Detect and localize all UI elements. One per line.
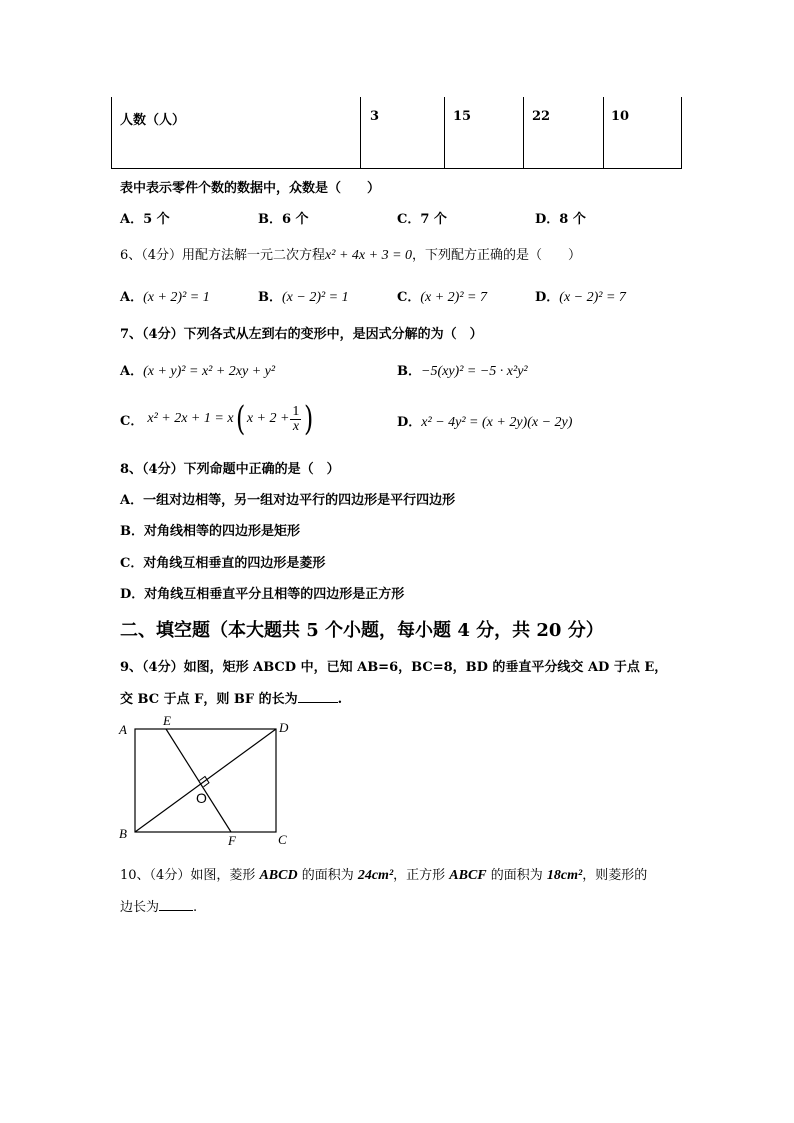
figure-label-c: C — [278, 832, 287, 847]
table-cell-1: 3 — [370, 109, 380, 124]
figure-label-f: F — [228, 833, 236, 848]
q10-line1 — [120, 864, 647, 884]
q7-label-b: B． — [397, 364, 421, 379]
section-title: 二、填空题（本大题共 5 个小题，每小题 4 分，共 20 分） — [120, 620, 604, 641]
q9-line1: 9、（4分）如图，矩形 ABCD 中，已知 AB=6，BC=8，BD 的垂直平分线交 AD 于点 E， — [120, 660, 668, 675]
q6-label-b: B． — [258, 290, 282, 305]
table-cell-4: 10 — [611, 109, 630, 124]
q10-area1: 24cm² — [357, 868, 394, 883]
q10-text-a: 10、（4分）如图，菱形 — [120, 868, 260, 883]
q8-option-c: C．对角线互相垂直的四边形是菱形 — [120, 556, 326, 571]
q9-line2-end: . — [337, 692, 343, 707]
q5-option-b: B．6 个 — [258, 212, 309, 227]
q7-expr-b: −5(xy)² = −5 · x²y² — [421, 364, 528, 379]
q8-option-b: B．对角线相等的四边形是矩形 — [120, 524, 300, 539]
q6-prefix: 6、（4分）用配方法解一元二次方程 — [120, 248, 326, 263]
q6-equation: x² + 4x + 3 = 0 — [325, 248, 413, 263]
table-divider-2 — [444, 97, 445, 168]
q7-paren-left: ( — [235, 399, 245, 439]
q7-expr-c-left: x² + 2x + 1 = x — [147, 411, 234, 426]
figure-label-e: E — [163, 713, 171, 728]
table-divider-4 — [603, 97, 604, 168]
q6-label-d: D． — [535, 290, 560, 305]
q7-expr-c-inner: x + 2 + — [246, 411, 290, 426]
q6-label-c: C． — [397, 290, 421, 305]
figure-label-o: O — [196, 790, 207, 806]
q10-abcd: ABCD — [259, 868, 298, 883]
q5-option-d: D．8 个 — [535, 212, 586, 227]
q6-label-a: A． — [120, 290, 144, 305]
q10-abcf: ABCF — [449, 868, 487, 883]
figure-diagonal-bd — [135, 729, 276, 832]
q5-stem: 表中表示零件个数的数据中，众数是（ ） — [120, 181, 381, 196]
q7-paren-right: ) — [304, 399, 314, 439]
q6-option-a — [120, 286, 210, 306]
q10-text-e: ，则菱形的 — [582, 868, 648, 883]
q10-text-c: ，正方形 — [393, 868, 450, 883]
q7-label-a: A． — [120, 364, 144, 379]
q7-stem: 7、（4分）下列各式从左到右的变形中，是因式分解的为（ ） — [120, 327, 483, 342]
q7-option-c — [120, 397, 316, 441]
q6-suffix: ，下列配方正确的是（ ） — [412, 248, 582, 263]
q9-line2-text: 交 BC 于点 F，则 BF 的长为 — [120, 692, 298, 707]
q6-option-b — [258, 286, 349, 306]
q10-line2-text: 边长为 — [120, 900, 160, 915]
q6-stem — [120, 244, 581, 264]
table-cell-3: 22 — [532, 109, 551, 124]
figure-label-a: A — [119, 722, 127, 737]
q7-expr-a: (x + y)² = x² + 2xy + y² — [143, 364, 276, 379]
q8-stem: 8、（4分）下列命题中正确的是（ ） — [120, 462, 340, 477]
q10-area2: 18cm² — [546, 868, 583, 883]
table-row-label: 人数（人） — [120, 113, 186, 128]
q8-option-d: D．对角线互相垂直平分且相等的四边形是正方形 — [120, 587, 405, 602]
table-border-left — [111, 97, 112, 168]
q7-label-d: D． — [397, 415, 422, 430]
figure-label-b: B — [119, 826, 127, 841]
q5-option-c: C．7 个 — [397, 212, 447, 227]
q6-expr-b: (x − 2)² = 1 — [282, 290, 349, 305]
q7-option-a — [120, 360, 275, 380]
q10-text-b: 的面积为 — [297, 868, 358, 883]
q9-answer-blank[interactable] — [298, 690, 338, 703]
table-border-bottom — [111, 168, 682, 169]
q10-answer-blank[interactable] — [159, 898, 193, 911]
table-cell-2: 15 — [453, 109, 472, 124]
q7-option-d — [397, 411, 572, 431]
q7-label-c: C． — [120, 413, 144, 429]
q6-option-c — [397, 286, 487, 306]
q10-line2 — [120, 896, 197, 915]
q10-line2-end: . — [193, 900, 198, 915]
figure-line-ef — [166, 729, 231, 832]
table-divider-3 — [523, 97, 524, 168]
q7-fraction — [290, 405, 301, 434]
q6-expr-c: (x + 2)² = 7 — [420, 290, 487, 305]
q7-option-b — [397, 360, 528, 380]
q8-option-a: A．一组对边相等，另一组对边平行的四边形是平行四边形 — [120, 493, 456, 508]
q6-expr-d: (x − 2)² = 7 — [559, 290, 626, 305]
q7-expr-d: x² − 4y² = (x + 2y)(x − 2y) — [421, 415, 573, 430]
table-divider-1 — [360, 97, 361, 168]
table-border-right — [681, 97, 682, 168]
q9-figure — [115, 713, 295, 848]
q6-expr-a: (x + 2)² = 1 — [143, 290, 210, 305]
q5-option-a: A．5 个 — [120, 212, 170, 227]
q7-frac-num: 1 — [292, 403, 300, 419]
q6-option-d — [535, 286, 626, 306]
q7-frac-den: x — [292, 418, 300, 434]
q10-text-d: 的面积为 — [486, 868, 547, 883]
figure-label-d: D — [279, 720, 289, 735]
q9-line2 — [120, 688, 342, 707]
